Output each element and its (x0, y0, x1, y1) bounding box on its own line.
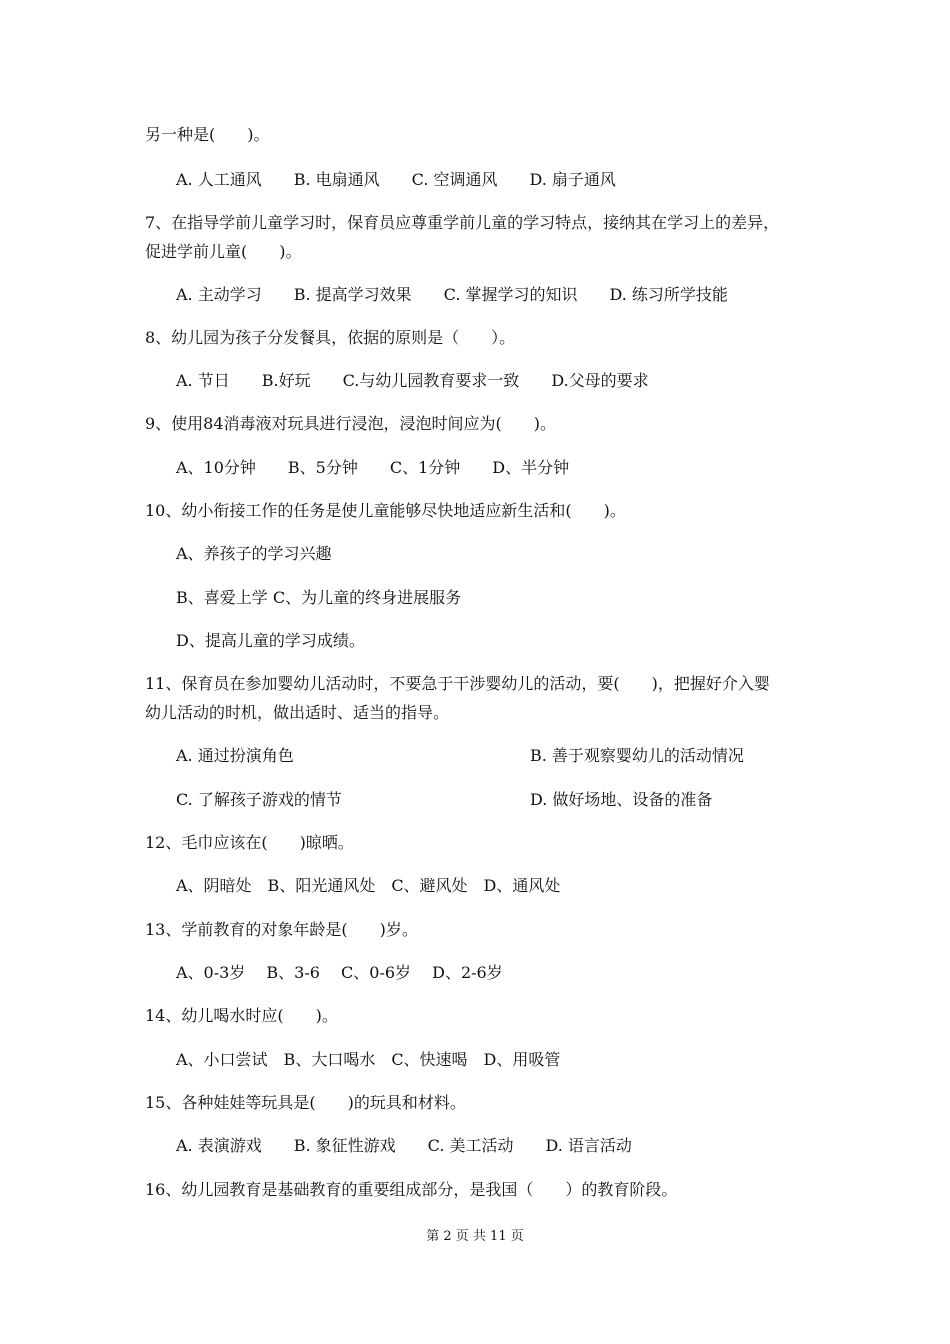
question-11-option-d: D. 做好场地、设备的准备 (530, 790, 713, 809)
question-14: 14、幼儿喝水时应( )。 (145, 1006, 338, 1025)
question-11-option-b: B. 善于观察婴幼儿的活动情况 (530, 746, 744, 765)
question-11-option-a: A. 通过扮演角色 (176, 746, 294, 765)
question-12-options: A、阴暗处 B、阳光通风处 C、避风处 D、通风处 (176, 876, 561, 895)
question-11-option-c: C. 了解孩子游戏的情节 (176, 790, 342, 809)
question-10-option-bc: B、喜爱上学 C、为儿童的终身进展服务 (176, 588, 462, 607)
question-8: 8、幼儿园为孩子分发餐具，依据的原则是（ ）。 (145, 328, 516, 347)
question-6-continuation: 另一种是( )。 (145, 125, 270, 144)
question-16: 16、幼儿园教育是基础教育的重要组成部分，是我国（ ）的教育阶段。 (145, 1180, 678, 1199)
question-12: 12、毛巾应该在( )晾晒。 (145, 833, 354, 852)
question-15-options: A. 表演游戏 B. 象征性游戏 C. 美工活动 D. 语言活动 (176, 1136, 632, 1155)
page-footer: 第 2 页 共 11 页 (426, 1229, 524, 1244)
question-10-option-d: D、提高儿童的学习成绩。 (176, 631, 365, 650)
question-13: 13、学前教育的对象年龄是( )岁。 (145, 920, 418, 939)
question-11-line-1: 11、保育员在参加婴幼儿活动时，不要急于干涉婴幼儿的活动，要( )，把握好介入婴 (145, 674, 770, 693)
question-11-line-2: 幼儿活动的时机，做出适时、适当的指导。 (145, 703, 450, 722)
question-7-options: A. 主动学习 B. 提高学习效果 C. 掌握学习的知识 D. 练习所学技能 (176, 285, 728, 304)
question-9: 9、使用84消毒液对玩具进行浸泡，浸泡时间应为( )。 (145, 414, 557, 433)
question-15: 15、各种娃娃等玩具是( )的玩具和材料。 (145, 1093, 466, 1112)
question-9-options: A、10分钟 B、5分钟 C、1分钟 D、半分钟 (176, 458, 570, 477)
question-8-options: A. 节日 B.好玩 C.与幼儿园教育要求一致 D.父母的要求 (176, 371, 649, 390)
question-10: 10、幼小衔接工作的任务是使儿童能够尽快地适应新生活和( )。 (145, 501, 626, 520)
question-7-line-2: 促进学前儿童( )。 (145, 242, 302, 261)
question-7-line-1: 7、在指导学前儿童学习时，保育员应尊重学前儿童的学习特点，接纳其在学习上的差异， (145, 213, 780, 232)
question-10-option-a: A、养孩子的学习兴趣 (176, 544, 332, 563)
question-14-options: A、小口尝试 B、大口喝水 C、快速喝 D、用吸管 (176, 1050, 561, 1069)
question-13-options: A、0-3岁 B、3-6 C、0-6岁 D、2-6岁 (176, 963, 503, 982)
question-6-options: A. 人工通风 B. 电扇通风 C. 空调通风 D. 扇子通风 (176, 170, 616, 189)
